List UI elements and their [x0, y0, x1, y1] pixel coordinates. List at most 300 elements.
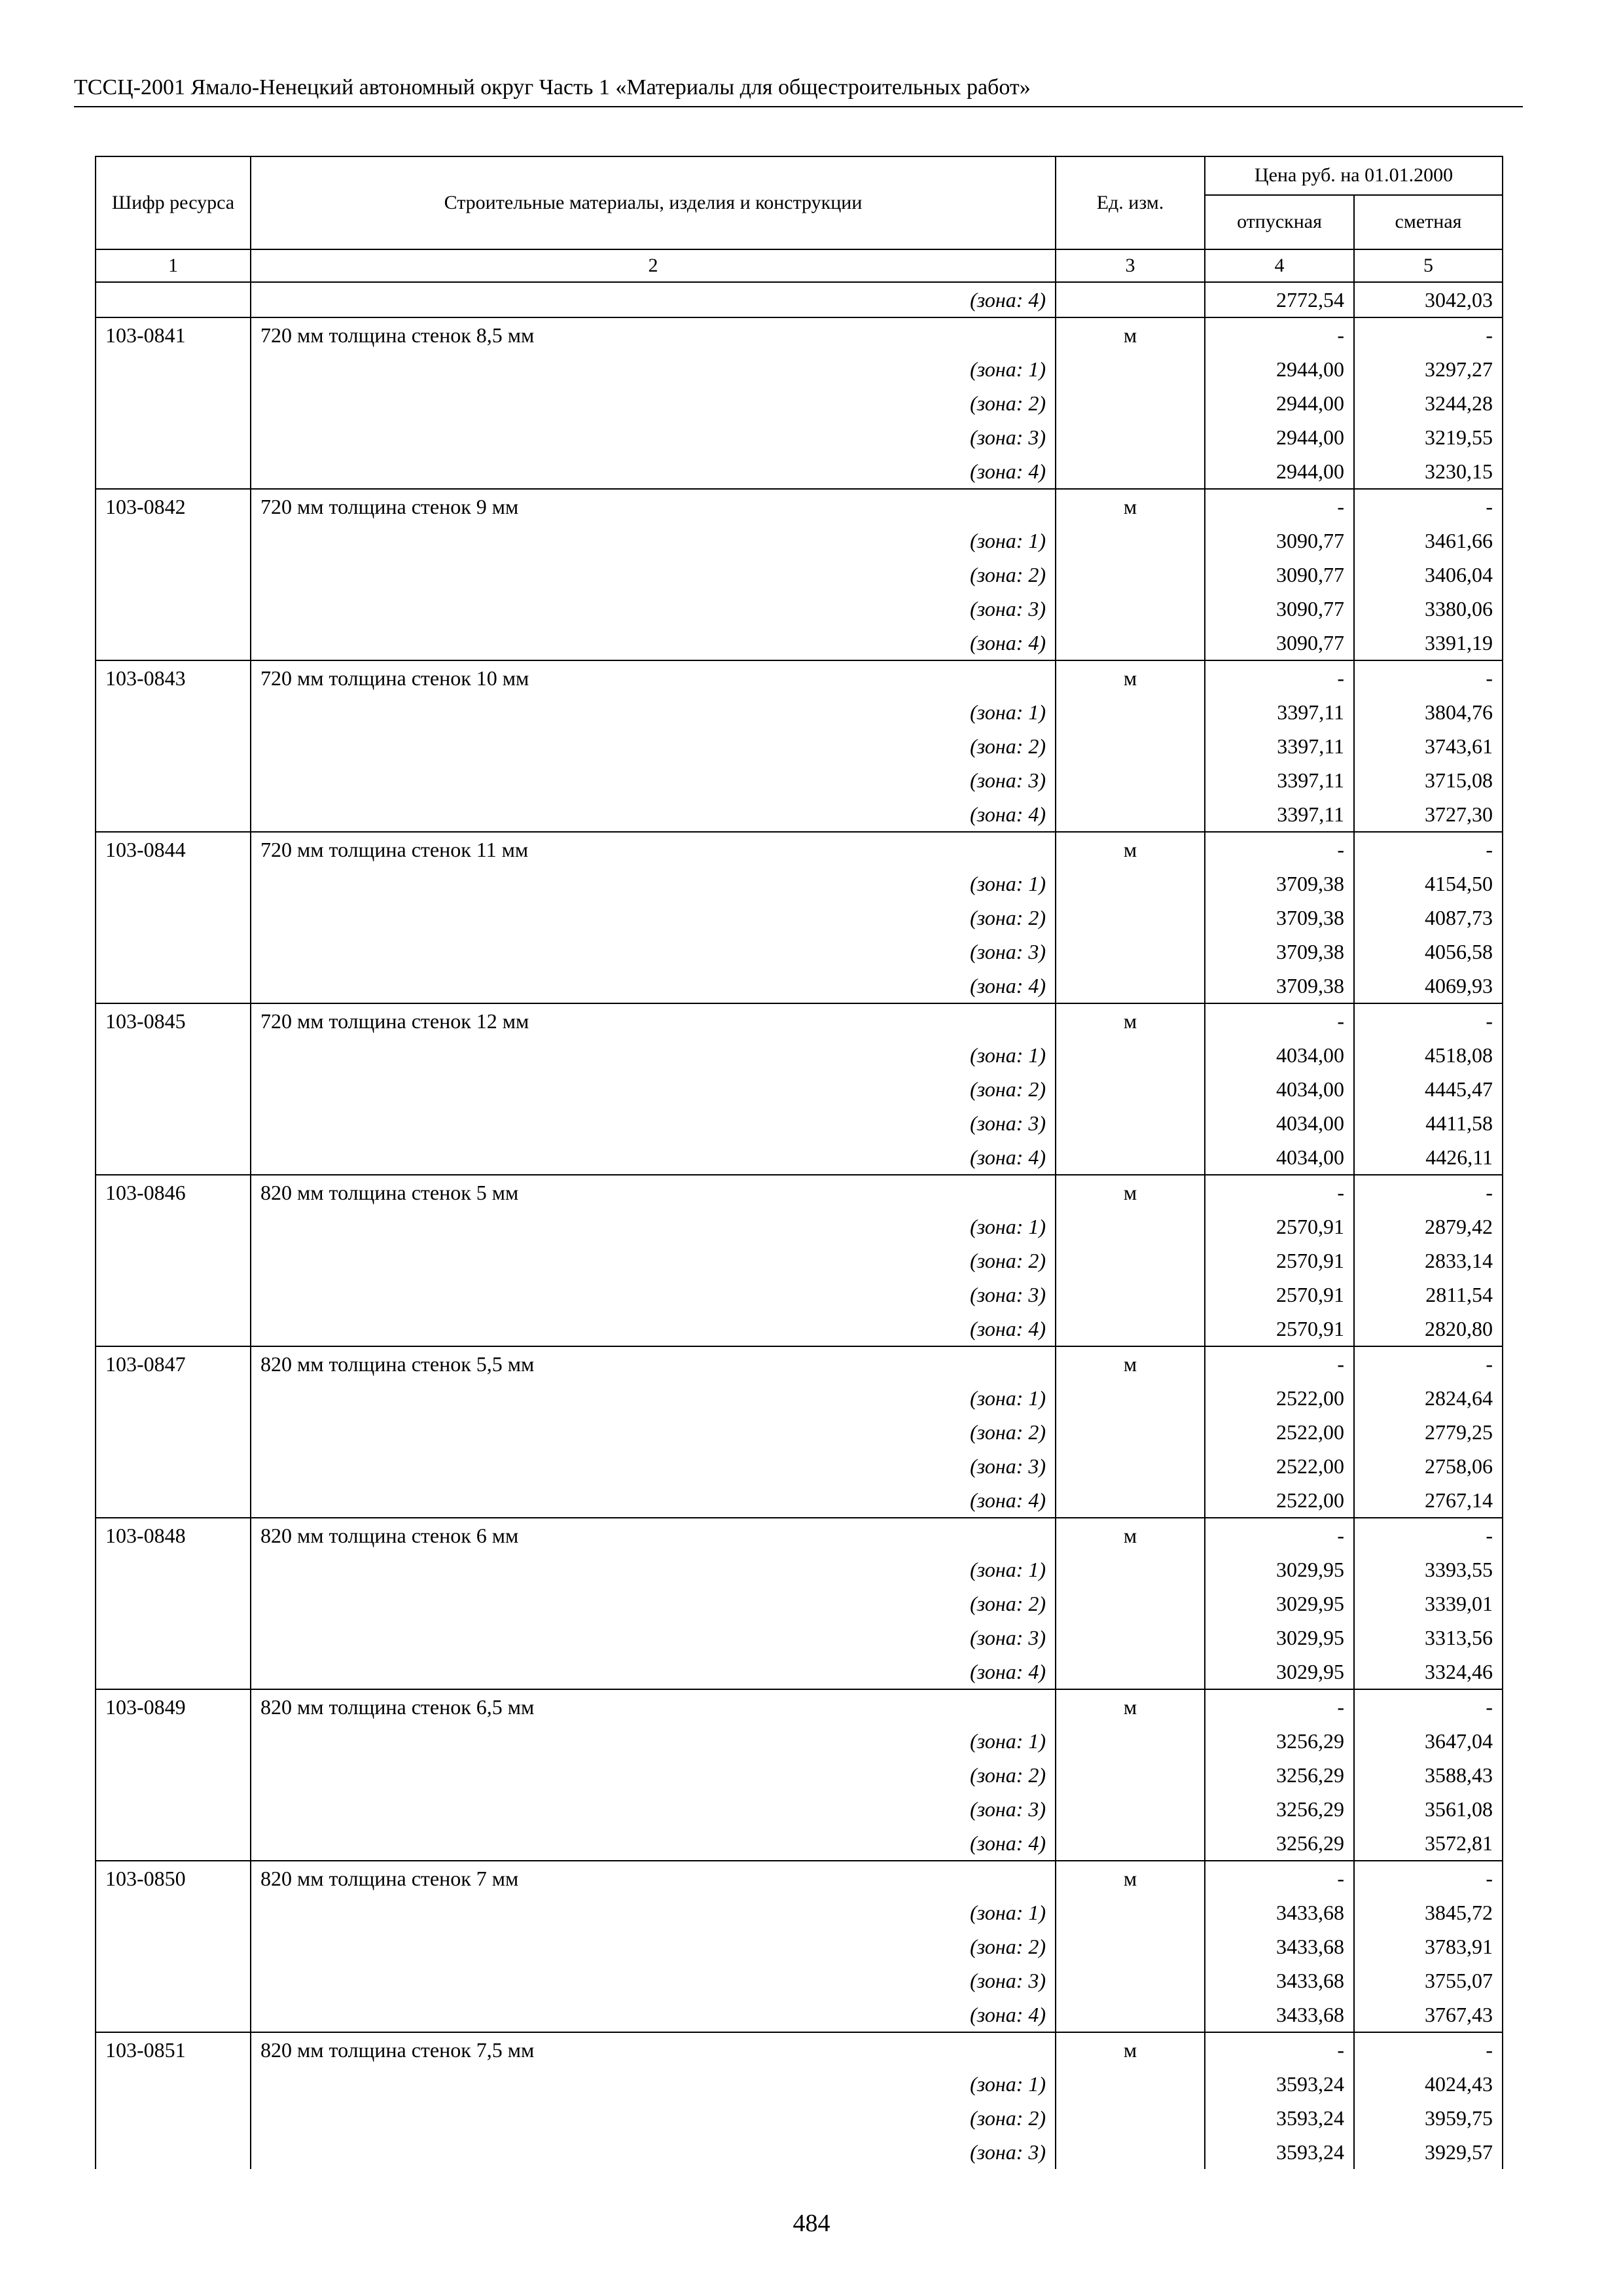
table-row — [96, 592, 1503, 626]
table-row — [96, 1244, 1503, 1278]
unit-cell — [1056, 797, 1205, 832]
table-row — [96, 763, 1503, 797]
unit-cell — [1056, 1964, 1205, 1998]
zone-label: (зона: 2) — [251, 1758, 1056, 1792]
table-row — [96, 626, 1503, 660]
table-row — [96, 1758, 1503, 1792]
release-price: 3090,77 — [1205, 592, 1354, 626]
price-table — [95, 156, 1503, 2169]
release-price: 2522,00 — [1205, 1449, 1354, 1483]
release-price: 4034,00 — [1205, 1140, 1354, 1175]
release-price: 3593,24 — [1205, 2101, 1354, 2135]
release-price: 3433,68 — [1205, 1964, 1354, 1998]
release-price: 2570,91 — [1205, 1278, 1354, 1312]
zone-label: (зона: 1) — [251, 1038, 1056, 1072]
resource-code — [96, 352, 251, 386]
unit-cell — [1056, 1312, 1205, 1346]
estimate-price: - — [1354, 2032, 1503, 2067]
unit-cell: м — [1056, 1003, 1205, 1038]
resource-code — [96, 729, 251, 763]
release-price: 3029,95 — [1205, 1655, 1354, 1689]
table-row — [96, 1483, 1503, 1518]
zone-label: (зона: 4) — [251, 1312, 1056, 1346]
release-price: - — [1205, 489, 1354, 524]
zone-label: (зона: 1) — [251, 1381, 1056, 1415]
resource-code — [96, 1998, 251, 2032]
estimate-price: 3324,46 — [1354, 1655, 1503, 1689]
material-name: 720 мм толщина стенок 12 мм — [251, 1003, 1056, 1038]
resource-code — [96, 454, 251, 489]
release-price: 3397,11 — [1205, 729, 1354, 763]
resource-code — [96, 1655, 251, 1689]
release-price: 3090,77 — [1205, 524, 1354, 558]
resource-code — [96, 420, 251, 454]
unit-cell — [1056, 420, 1205, 454]
table-row — [96, 1038, 1503, 1072]
estimate-price: - — [1354, 1861, 1503, 1895]
table-row — [96, 832, 1503, 867]
zone-label: (зона: 1) — [251, 1895, 1056, 1929]
estimate-price: 3406,04 — [1354, 558, 1503, 592]
release-price: 3397,11 — [1205, 695, 1354, 729]
unit-cell: м — [1056, 832, 1205, 867]
resource-code: 103-0842 — [96, 489, 251, 524]
resource-code — [96, 282, 251, 317]
zone-label: (зона: 3) — [251, 420, 1056, 454]
table-row — [96, 558, 1503, 592]
zone-label: (зона: 1) — [251, 695, 1056, 729]
table-row — [96, 935, 1503, 969]
release-price: 3593,24 — [1205, 2067, 1354, 2101]
table-row — [96, 1655, 1503, 1689]
resource-code — [96, 1929, 251, 1964]
estimate-price: 2779,25 — [1354, 1415, 1503, 1449]
zone-label: (зона: 4) — [251, 454, 1056, 489]
unit-cell — [1056, 454, 1205, 489]
unit-cell — [1056, 2135, 1205, 2169]
unit-cell — [1056, 1140, 1205, 1175]
material-name: 720 мм толщина стенок 10 мм — [251, 660, 1056, 695]
material-name: 820 мм толщина стенок 6 мм — [251, 1518, 1056, 1552]
unit-cell — [1056, 935, 1205, 969]
estimate-price: 3244,28 — [1354, 386, 1503, 420]
resource-code: 103-0846 — [96, 1175, 251, 1210]
estimate-price: - — [1354, 1346, 1503, 1381]
release-price: 4034,00 — [1205, 1038, 1354, 1072]
table-row — [96, 2135, 1503, 2169]
release-price: - — [1205, 660, 1354, 695]
unit-cell — [1056, 1483, 1205, 1518]
table-row — [96, 1346, 1503, 1381]
zone-label: (зона: 2) — [251, 2101, 1056, 2135]
estimate-price: 2824,64 — [1354, 1381, 1503, 1415]
release-price: 3397,11 — [1205, 763, 1354, 797]
resource-code — [96, 1724, 251, 1758]
estimate-price: 3393,55 — [1354, 1552, 1503, 1587]
estimate-price: 3461,66 — [1354, 524, 1503, 558]
zone-label: (зона: 4) — [251, 282, 1056, 317]
release-price: 3433,68 — [1205, 1929, 1354, 1964]
unit-cell — [1056, 282, 1205, 317]
zone-label: (зона: 3) — [251, 1792, 1056, 1826]
table-row — [96, 317, 1503, 352]
estimate-price: - — [1354, 1518, 1503, 1552]
header-unit: Ед. изм. — [1056, 156, 1205, 249]
column-number: 1 — [96, 249, 251, 282]
unit-cell — [1056, 1552, 1205, 1587]
estimate-price: 3042,03 — [1354, 282, 1503, 317]
zone-label: (зона: 1) — [251, 1724, 1056, 1758]
table-row — [96, 1278, 1503, 1312]
table-row — [96, 1895, 1503, 1929]
release-price: 3029,95 — [1205, 1552, 1354, 1587]
table-row — [96, 901, 1503, 935]
estimate-price: 3391,19 — [1354, 626, 1503, 660]
zone-label: (зона: 3) — [251, 2135, 1056, 2169]
release-price: 3090,77 — [1205, 626, 1354, 660]
unit-cell — [1056, 352, 1205, 386]
release-price: 3709,38 — [1205, 901, 1354, 935]
zone-label: (зона: 4) — [251, 1483, 1056, 1518]
release-price: 3029,95 — [1205, 1587, 1354, 1621]
release-price: 3256,29 — [1205, 1758, 1354, 1792]
zone-label: (зона: 1) — [251, 867, 1056, 901]
estimate-price: - — [1354, 317, 1503, 352]
page-header: ТССЦ-2001 Ямало-Ненецкий автономный округ Часть 1 «Материалы для общестроительных работ» — [74, 75, 1031, 99]
estimate-price: 3647,04 — [1354, 1724, 1503, 1758]
unit-cell — [1056, 1278, 1205, 1312]
unit-cell — [1056, 2067, 1205, 2101]
estimate-price: 2758,06 — [1354, 1449, 1503, 1483]
release-price: 2570,91 — [1205, 1244, 1354, 1278]
table-row — [96, 1381, 1503, 1415]
estimate-price: 4024,43 — [1354, 2067, 1503, 2101]
unit-cell — [1056, 626, 1205, 660]
estimate-price: 2833,14 — [1354, 1244, 1503, 1278]
resource-code — [96, 969, 251, 1003]
estimate-price: 2767,14 — [1354, 1483, 1503, 1518]
table-row — [96, 969, 1503, 1003]
zone-label: (зона: 3) — [251, 1106, 1056, 1140]
material-name: 820 мм толщина стенок 7 мм — [251, 1861, 1056, 1895]
release-price: 3709,38 — [1205, 935, 1354, 969]
estimate-price: 4154,50 — [1354, 867, 1503, 901]
unit-cell — [1056, 1929, 1205, 1964]
resource-code — [96, 524, 251, 558]
release-price: 2522,00 — [1205, 1483, 1354, 1518]
table-row — [96, 1003, 1503, 1038]
zone-label: (зона: 4) — [251, 1998, 1056, 2032]
zone-label: (зона: 3) — [251, 1964, 1056, 1998]
table-row — [96, 660, 1503, 695]
resource-code: 103-0849 — [96, 1689, 251, 1724]
resource-code — [96, 763, 251, 797]
resource-code — [96, 1415, 251, 1449]
resource-code — [96, 2135, 251, 2169]
resource-code — [96, 1072, 251, 1106]
table-row — [96, 454, 1503, 489]
table-row — [96, 1210, 1503, 1244]
zone-label: (зона: 3) — [251, 1621, 1056, 1655]
unit-cell: м — [1056, 1689, 1205, 1724]
unit-cell — [1056, 524, 1205, 558]
material-name: 720 мм толщина стенок 8,5 мм — [251, 317, 1056, 352]
resource-code — [96, 1552, 251, 1587]
release-price: 2944,00 — [1205, 386, 1354, 420]
unit-cell — [1056, 1998, 1205, 2032]
unit-cell — [1056, 1210, 1205, 1244]
resource-code — [96, 1483, 251, 1518]
estimate-price: 3959,75 — [1354, 2101, 1503, 2135]
resource-code — [96, 558, 251, 592]
material-name: 820 мм толщина стенок 7,5 мм — [251, 2032, 1056, 2067]
release-price: 2944,00 — [1205, 420, 1354, 454]
resource-code — [96, 1381, 251, 1415]
table-row — [96, 1861, 1503, 1895]
table-row — [96, 695, 1503, 729]
unit-cell — [1056, 695, 1205, 729]
table-row — [96, 1998, 1503, 2032]
estimate-price: 2820,80 — [1354, 1312, 1503, 1346]
release-price: - — [1205, 1518, 1354, 1552]
table-row — [96, 489, 1503, 524]
unit-cell: м — [1056, 317, 1205, 352]
release-price: - — [1205, 317, 1354, 352]
estimate-price: 3297,27 — [1354, 352, 1503, 386]
zone-label: (зона: 3) — [251, 1278, 1056, 1312]
release-price: - — [1205, 1175, 1354, 1210]
table-row — [96, 1929, 1503, 1964]
resource-code — [96, 1038, 251, 1072]
unit-cell — [1056, 1244, 1205, 1278]
release-price: 2522,00 — [1205, 1415, 1354, 1449]
release-price: - — [1205, 1861, 1354, 1895]
unit-cell — [1056, 1381, 1205, 1415]
zone-label: (зона: 1) — [251, 524, 1056, 558]
estimate-price: 4069,93 — [1354, 969, 1503, 1003]
unit-cell — [1056, 1415, 1205, 1449]
estimate-price: 3230,15 — [1354, 454, 1503, 489]
table-row — [96, 1312, 1503, 1346]
zone-label: (зона: 4) — [251, 1655, 1056, 1689]
release-price: 2570,91 — [1205, 1210, 1354, 1244]
release-price: - — [1205, 1003, 1354, 1038]
unit-cell — [1056, 1895, 1205, 1929]
unit-cell: м — [1056, 1346, 1205, 1381]
resource-code — [96, 695, 251, 729]
table-row — [96, 1689, 1503, 1724]
release-price: 3090,77 — [1205, 558, 1354, 592]
estimate-price: 3572,81 — [1354, 1826, 1503, 1861]
unit-cell — [1056, 2101, 1205, 2135]
material-name: 820 мм толщина стенок 5,5 мм — [251, 1346, 1056, 1381]
resource-code — [96, 1106, 251, 1140]
unit-cell: м — [1056, 2032, 1205, 2067]
resource-code — [96, 1758, 251, 1792]
zone-label: (зона: 1) — [251, 2067, 1056, 2101]
resource-code: 103-0851 — [96, 2032, 251, 2067]
resource-code — [96, 1278, 251, 1312]
resource-code — [96, 1210, 251, 1244]
resource-code — [96, 1792, 251, 1826]
estimate-price: - — [1354, 1175, 1503, 1210]
unit-cell — [1056, 1587, 1205, 1621]
header-release: отпускная — [1205, 195, 1354, 249]
estimate-price: - — [1354, 1003, 1503, 1038]
estimate-price: - — [1354, 489, 1503, 524]
release-price: 2522,00 — [1205, 1381, 1354, 1415]
table-row — [96, 386, 1503, 420]
estimate-price: 4087,73 — [1354, 901, 1503, 935]
table-row — [96, 1826, 1503, 1861]
table-row — [96, 282, 1503, 317]
estimate-price: - — [1354, 660, 1503, 695]
header-estimate: сметная — [1354, 195, 1503, 249]
unit-cell — [1056, 386, 1205, 420]
zone-label: (зона: 2) — [251, 729, 1056, 763]
zone-label: (зона: 2) — [251, 1929, 1056, 1964]
zone-label: (зона: 3) — [251, 763, 1056, 797]
estimate-price: 3715,08 — [1354, 763, 1503, 797]
zone-label: (зона: 1) — [251, 1552, 1056, 1587]
resource-code — [96, 1964, 251, 1998]
release-price: 2570,91 — [1205, 1312, 1354, 1346]
resource-code — [96, 1621, 251, 1655]
estimate-price: 3339,01 — [1354, 1587, 1503, 1621]
estimate-price: 3804,76 — [1354, 695, 1503, 729]
estimate-price: 4411,58 — [1354, 1106, 1503, 1140]
table-row — [96, 2067, 1503, 2101]
table-row — [96, 1449, 1503, 1483]
zone-label: (зона: 4) — [251, 1140, 1056, 1175]
resource-code — [96, 797, 251, 832]
release-price: 3256,29 — [1205, 1826, 1354, 1861]
unit-cell — [1056, 1826, 1205, 1861]
zone-label: (зона: 2) — [251, 1072, 1056, 1106]
table-row — [96, 729, 1503, 763]
unit-cell — [1056, 1072, 1205, 1106]
table-row — [96, 1792, 1503, 1826]
release-price: 3029,95 — [1205, 1621, 1354, 1655]
zone-label: (зона: 2) — [251, 386, 1056, 420]
release-price: 2772,54 — [1205, 282, 1354, 317]
unit-cell — [1056, 1792, 1205, 1826]
resource-code — [96, 1140, 251, 1175]
table-row — [96, 867, 1503, 901]
resource-code — [96, 1895, 251, 1929]
material-name: 820 мм толщина стенок 5 мм — [251, 1175, 1056, 1210]
release-price: 2944,00 — [1205, 352, 1354, 386]
table-row — [96, 1072, 1503, 1106]
material-name: 720 мм толщина стенок 9 мм — [251, 489, 1056, 524]
unit-cell — [1056, 729, 1205, 763]
release-price: 3593,24 — [1205, 2135, 1354, 2169]
estimate-price: 2879,42 — [1354, 1210, 1503, 1244]
estimate-price: 4445,47 — [1354, 1072, 1503, 1106]
page-number: 484 — [793, 2210, 830, 2237]
column-number: 2 — [251, 249, 1056, 282]
release-price: - — [1205, 1689, 1354, 1724]
resource-code: 103-0850 — [96, 1861, 251, 1895]
estimate-price: 3743,61 — [1354, 729, 1503, 763]
zone-label: (зона: 4) — [251, 969, 1056, 1003]
zone-label: (зона: 3) — [251, 1449, 1056, 1483]
table-row — [96, 352, 1503, 386]
resource-code: 103-0848 — [96, 1518, 251, 1552]
zone-label: (зона: 2) — [251, 1587, 1056, 1621]
unit-cell — [1056, 1106, 1205, 1140]
table-row — [96, 420, 1503, 454]
table-row — [96, 1518, 1503, 1552]
resource-code — [96, 626, 251, 660]
column-number: 4 — [1205, 249, 1354, 282]
unit-cell: м — [1056, 660, 1205, 695]
unit-cell: м — [1056, 1175, 1205, 1210]
unit-cell — [1056, 1038, 1205, 1072]
table-row — [96, 1964, 1503, 1998]
estimate-price: 4426,11 — [1354, 1140, 1503, 1175]
resource-code — [96, 2067, 251, 2101]
resource-code: 103-0841 — [96, 317, 251, 352]
zone-label: (зона: 4) — [251, 1826, 1056, 1861]
unit-cell: м — [1056, 489, 1205, 524]
table-row — [96, 1587, 1503, 1621]
unit-cell — [1056, 558, 1205, 592]
release-price: 3256,29 — [1205, 1724, 1354, 1758]
zone-label: (зона: 2) — [251, 1244, 1056, 1278]
header-code: Шифр ресурса — [96, 156, 251, 249]
release-price: 2944,00 — [1205, 454, 1354, 489]
zone-label: (зона: 1) — [251, 1210, 1056, 1244]
release-price: 3709,38 — [1205, 969, 1354, 1003]
table-row — [96, 1621, 1503, 1655]
unit-cell — [1056, 1621, 1205, 1655]
resource-code: 103-0847 — [96, 1346, 251, 1381]
resource-code — [96, 386, 251, 420]
column-number: 3 — [1056, 249, 1205, 282]
estimate-price: 3783,91 — [1354, 1929, 1503, 1964]
unit-cell — [1056, 1758, 1205, 1792]
estimate-price: 3588,43 — [1354, 1758, 1503, 1792]
estimate-price: 3380,06 — [1354, 592, 1503, 626]
table-body — [96, 282, 1503, 2169]
release-price: 4034,00 — [1205, 1106, 1354, 1140]
unit-cell — [1056, 763, 1205, 797]
resource-code — [96, 935, 251, 969]
estimate-price: 4056,58 — [1354, 935, 1503, 969]
unit-cell — [1056, 1724, 1205, 1758]
resource-code: 103-0843 — [96, 660, 251, 695]
estimate-price: 3845,72 — [1354, 1895, 1503, 1929]
table-row — [96, 797, 1503, 832]
estimate-price: 3767,43 — [1354, 1998, 1503, 2032]
header-name: Строительные материалы, изделия и конструкции — [251, 156, 1056, 249]
table-row — [96, 1106, 1503, 1140]
resource-code — [96, 1449, 251, 1483]
estimate-price: 3561,08 — [1354, 1792, 1503, 1826]
zone-label: (зона: 3) — [251, 592, 1056, 626]
table-row — [96, 2032, 1503, 2067]
unit-cell — [1056, 1449, 1205, 1483]
table-row — [96, 1175, 1503, 1210]
zone-label: (зона: 1) — [251, 352, 1056, 386]
estimate-price: 3727,30 — [1354, 797, 1503, 832]
resource-code: 103-0844 — [96, 832, 251, 867]
unit-cell: м — [1056, 1861, 1205, 1895]
resource-code — [96, 2101, 251, 2135]
estimate-price: 4518,08 — [1354, 1038, 1503, 1072]
estimate-price: 3755,07 — [1354, 1964, 1503, 1998]
